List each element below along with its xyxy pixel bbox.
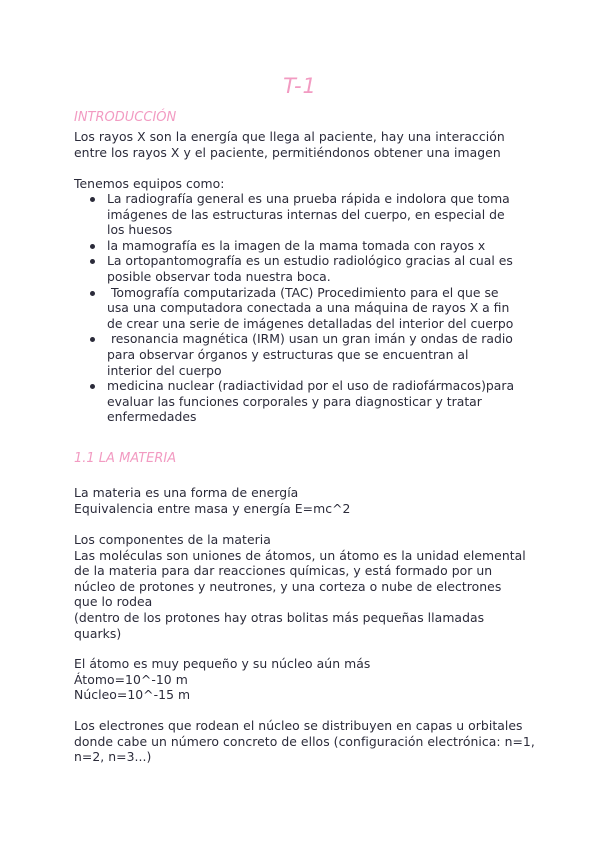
equipment-list <box>74 191 544 425</box>
list-item-line: Tomografía computarizada (TAC) Procedimiento para el que se <box>107 284 499 300</box>
list-item <box>74 378 544 425</box>
list-item-line: para observar órganos y estructuras que se encuentran al <box>107 346 469 362</box>
equipment-label: Tenemos equipos como: <box>74 176 225 191</box>
bullet-icon <box>90 259 95 264</box>
list-item-line: de crear una serie de imágenes detalladas del interior del cuerpo <box>107 315 514 331</box>
list-item <box>74 331 544 378</box>
list-item-line: evaluar las funciones corporales y para diagnosticar y tratar <box>107 393 482 409</box>
text-line: La materia es una forma de energía <box>74 485 299 500</box>
list-item-line: la mamografía es la imagen de la mama tomada con rayos x <box>107 237 486 253</box>
materia-paragraph-1 <box>74 485 544 516</box>
list-item-line: La ortopantomografía es un estudio radiológico gracias al cual es <box>107 253 513 269</box>
list-item-line: enfermedades <box>107 409 197 425</box>
text-line: núcleo de protones y neutrones, y una corteza o nube de electrones <box>74 578 502 594</box>
text-line: Núcleo=10^-15 m <box>74 687 191 703</box>
text-line: Átomo=10^-10 m <box>74 671 188 687</box>
list-item-line: posible observar toda nuestra boca. <box>107 268 331 284</box>
text-line: donde cabe un número concreto de ellos (configuración electrónica: n=1, <box>74 733 535 749</box>
text-line: Los componentes de la materia <box>74 532 271 547</box>
list-item <box>74 285 544 332</box>
materia-paragraph-2 <box>74 532 544 641</box>
text-line: (dentro de los protones hay otras bolitas más pequeñas llamadas <box>74 609 485 625</box>
text-line: que lo rodea <box>74 594 153 610</box>
intro-heading: INTRODUCCIÓN <box>74 110 177 125</box>
materia-paragraph-3 <box>74 656 544 703</box>
text-line: quarks) <box>74 625 122 641</box>
list-item <box>74 238 544 254</box>
bullet-icon <box>90 197 95 202</box>
text-line: Equivalencia entre masa y energía E=mc^2 <box>74 500 351 516</box>
list-item-line: los huesos <box>107 222 173 238</box>
bullet-icon <box>90 384 95 389</box>
text-line: n=2, n=3...) <box>74 749 152 765</box>
list-item-line: imágenes de las estructuras internas del cuerpo, en especial de <box>107 206 505 222</box>
list-item-line: usa una computadora conectada a una máquina de rayos X a fin <box>107 300 510 316</box>
list-item-line: interior del cuerpo <box>107 362 222 378</box>
list-item <box>74 191 544 238</box>
list-item-line: medicina nuclear (radiactividad por el uso de radiofármacos)para <box>107 378 515 394</box>
intro-line: Los rayos X son la energía que llega al paciente, hay una interacción <box>74 129 505 144</box>
text-line: de la materia para dar reacciones químicas, y está formado por un <box>74 563 493 579</box>
bullet-icon <box>90 244 95 249</box>
materia-paragraph-4 <box>74 718 544 765</box>
page-title: T-1 <box>283 74 317 98</box>
bullet-icon <box>90 291 95 296</box>
text-line: Las moléculas son uniones de átomos, un átomo es la unidad elemental <box>74 547 526 563</box>
materia-heading: 1.1 LA MATERIA <box>74 451 177 466</box>
intro-line: entre los rayos X y el paciente, permitiéndonos obtener una imagen <box>74 144 501 160</box>
list-item <box>74 253 544 284</box>
bullet-icon <box>90 337 95 342</box>
list-item-line: La radiografía general es una prueba rápida e indolora que toma <box>107 191 510 206</box>
text-line: El átomo es muy pequeño y su núcleo aún más <box>74 656 371 671</box>
text-line: Los electrones que rodean el núcleo se distribuyen en capas u orbitales <box>74 718 523 733</box>
list-item-line: resonancia magnética (IRM) usan un gran imán y ondas de radio <box>107 331 513 347</box>
intro-paragraph <box>74 129 544 160</box>
